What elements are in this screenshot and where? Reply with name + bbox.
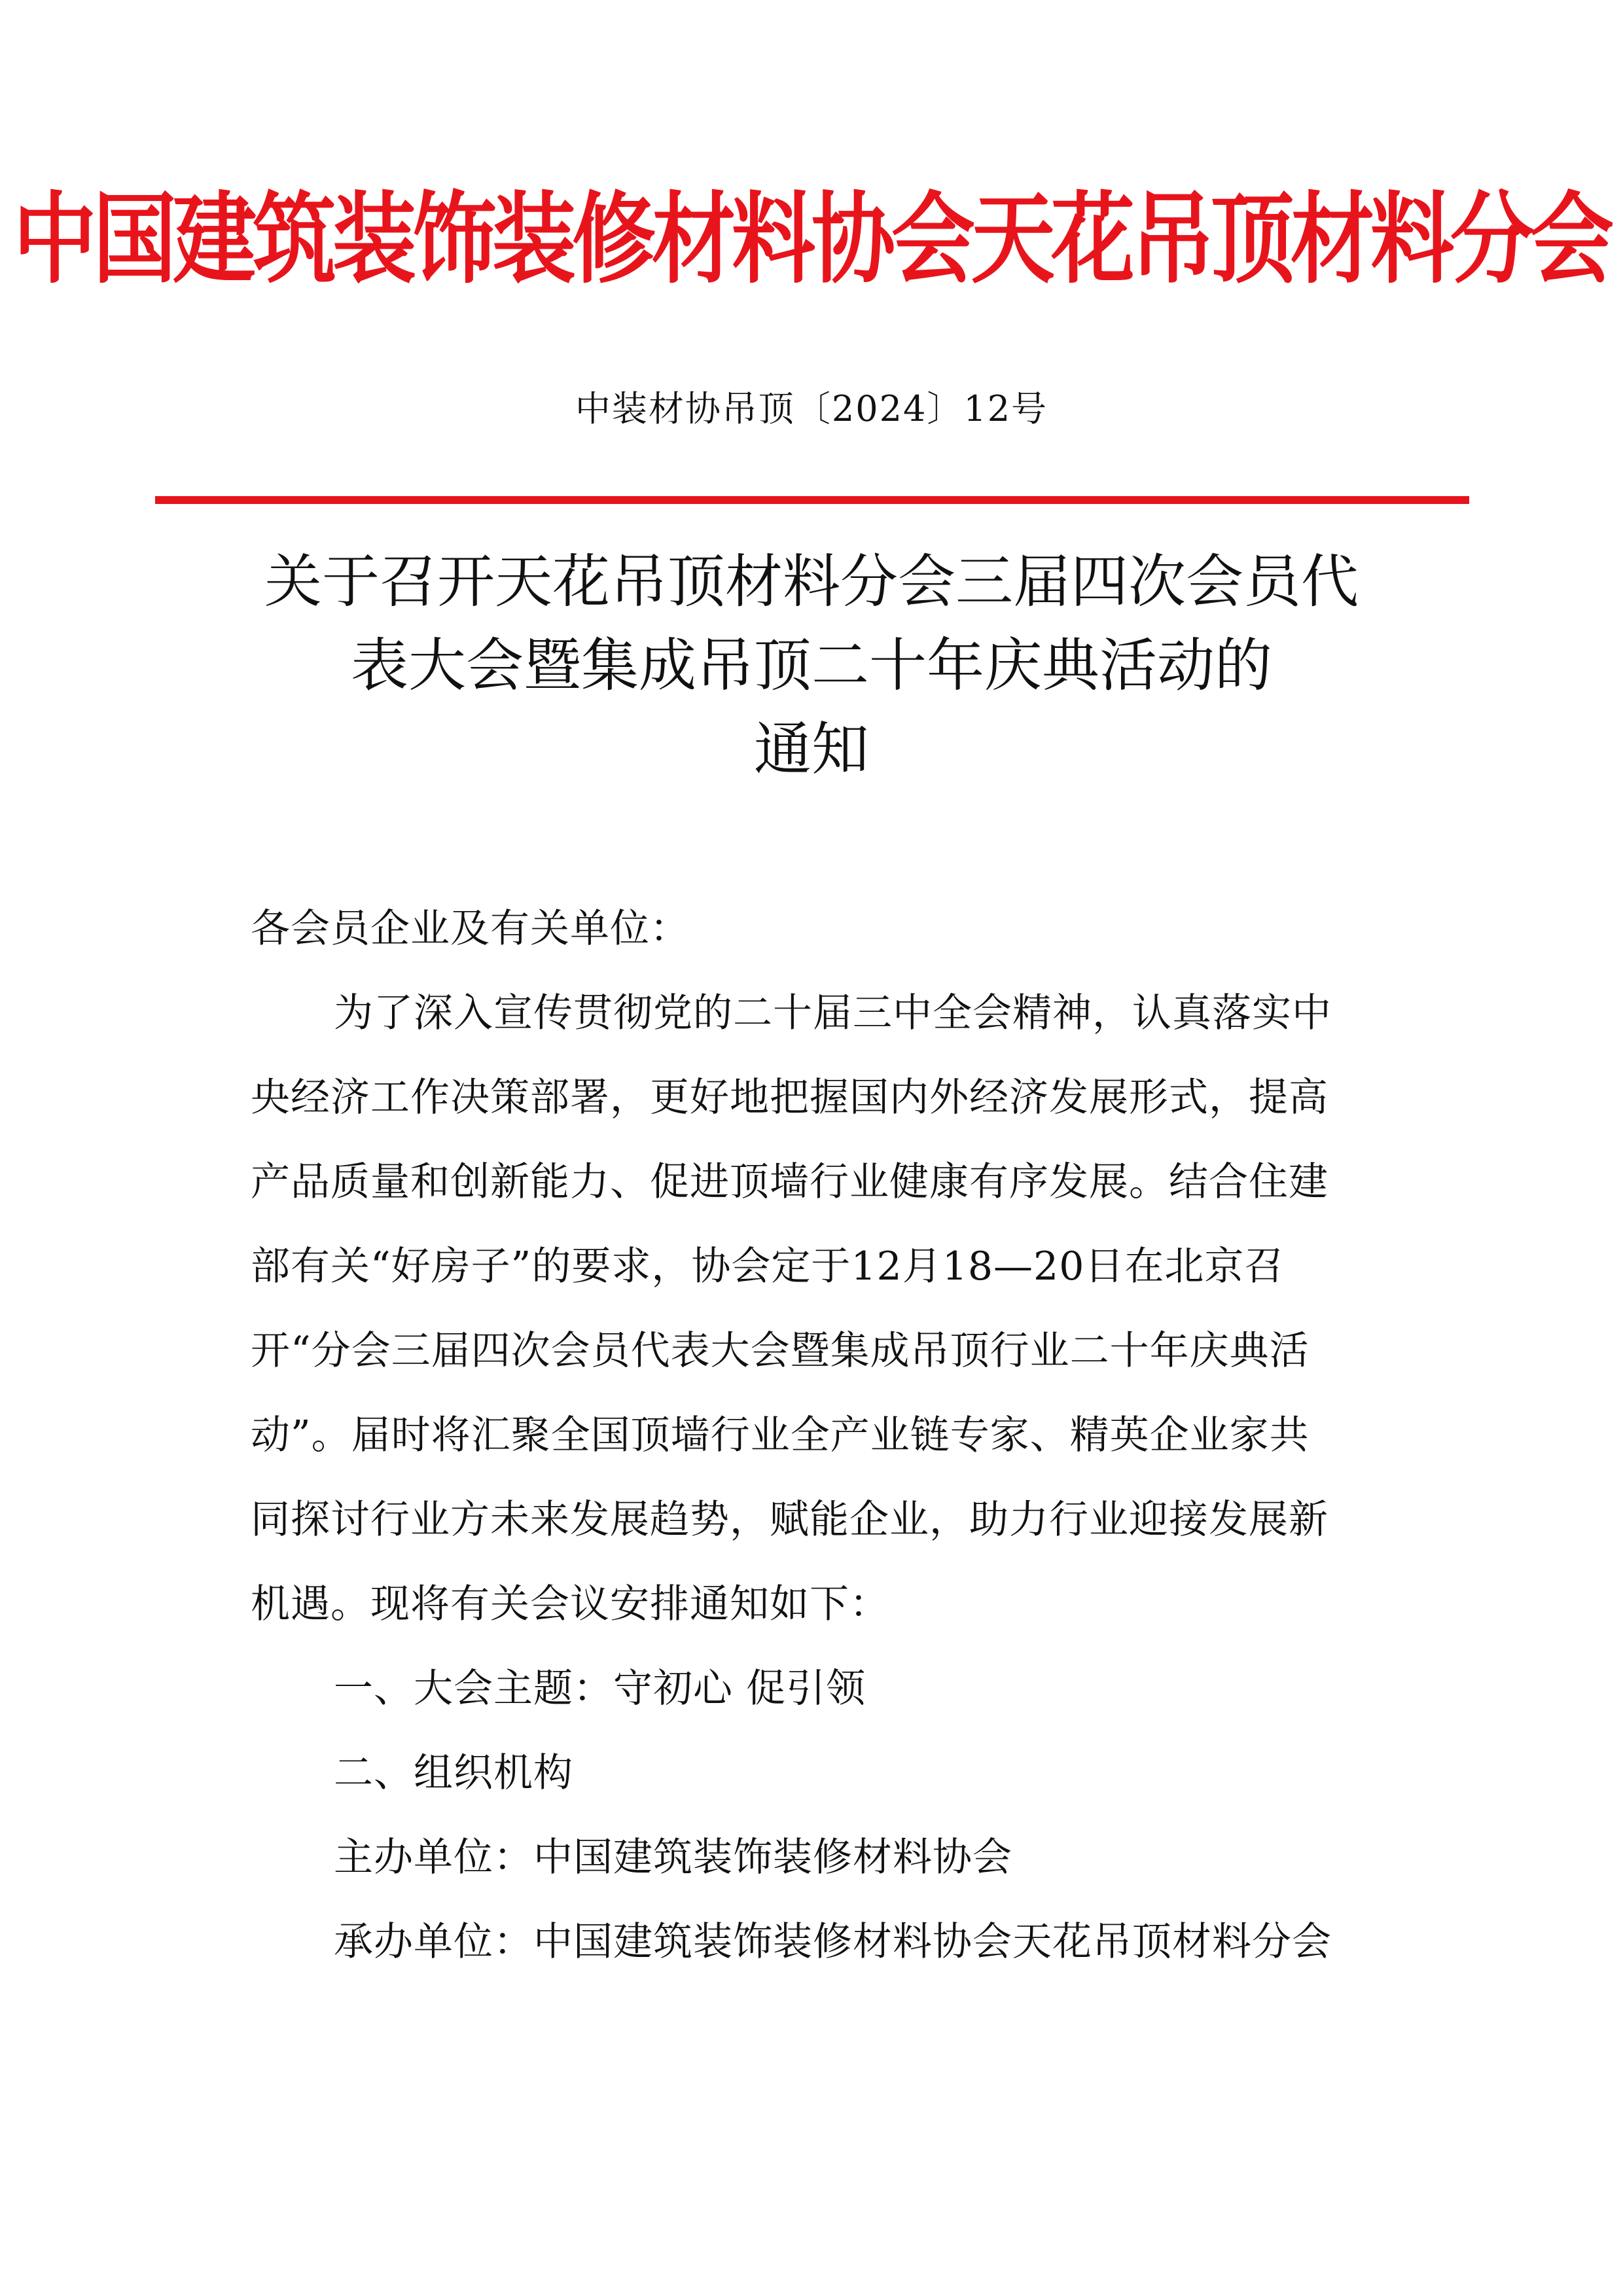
host-unit: 主办单位：中国建筑装饰装修材料协会 [334,1835,1012,1880]
paragraph-line: 央经济工作决策部署，更好地把握国内外经济发展形式，提高 [251,1075,1329,1121]
section-theme: 一、大会主题：守初心 促引领 [334,1666,866,1712]
paragraph-line: 产品质量和创新能力、促进顶墙行业健康有序发展。结合住建 [251,1159,1329,1205]
letterhead-organization: 中国建筑装饰装修材料协会天花吊顶材料分会 [12,182,1610,298]
notice-body [251,887,1416,1984]
notice-title-line: 表大会暨集成吊顶二十年庆典活动的 [350,632,1272,699]
organizer-unit: 承办单位：中国建筑装饰装修材料协会天花吊顶材料分会 [334,1919,1332,1965]
paragraph-line: 开“分会三届四次会员代表大会暨集成吊顶行业二十年庆典活 [251,1328,1310,1374]
paragraph-line: 同探讨行业方未来发展趋势，赋能企业，助力行业迎接发展新 [251,1497,1329,1543]
paragraph-line: 为了深入宣传贯彻党的二十届三中全会精神，认真落实中 [334,990,1332,1036]
paragraph-line: 部有关“好房子”的要求，协会定于12月18—20日在北京召 [251,1244,1285,1289]
notice-title-line: 关于召开天花吊顶材料分会三届四次会员代 [264,548,1359,615]
notice-title-line: 通知 [753,715,869,783]
document-number: 中装材协吊顶〔2024〕12号 [575,388,1048,429]
notice-title [0,540,1623,791]
letterhead-divider [155,496,1469,504]
paragraph-line: 机遇。现将有关会议安排通知如下： [251,1581,889,1627]
salutation: 各会员企业及有关单位： [251,906,690,952]
paragraph-line: 动”。届时将汇聚全国顶墙行业全产业链专家、精英企业家共 [251,1412,1310,1458]
section-organization: 二、组织机构 [334,1750,573,1796]
